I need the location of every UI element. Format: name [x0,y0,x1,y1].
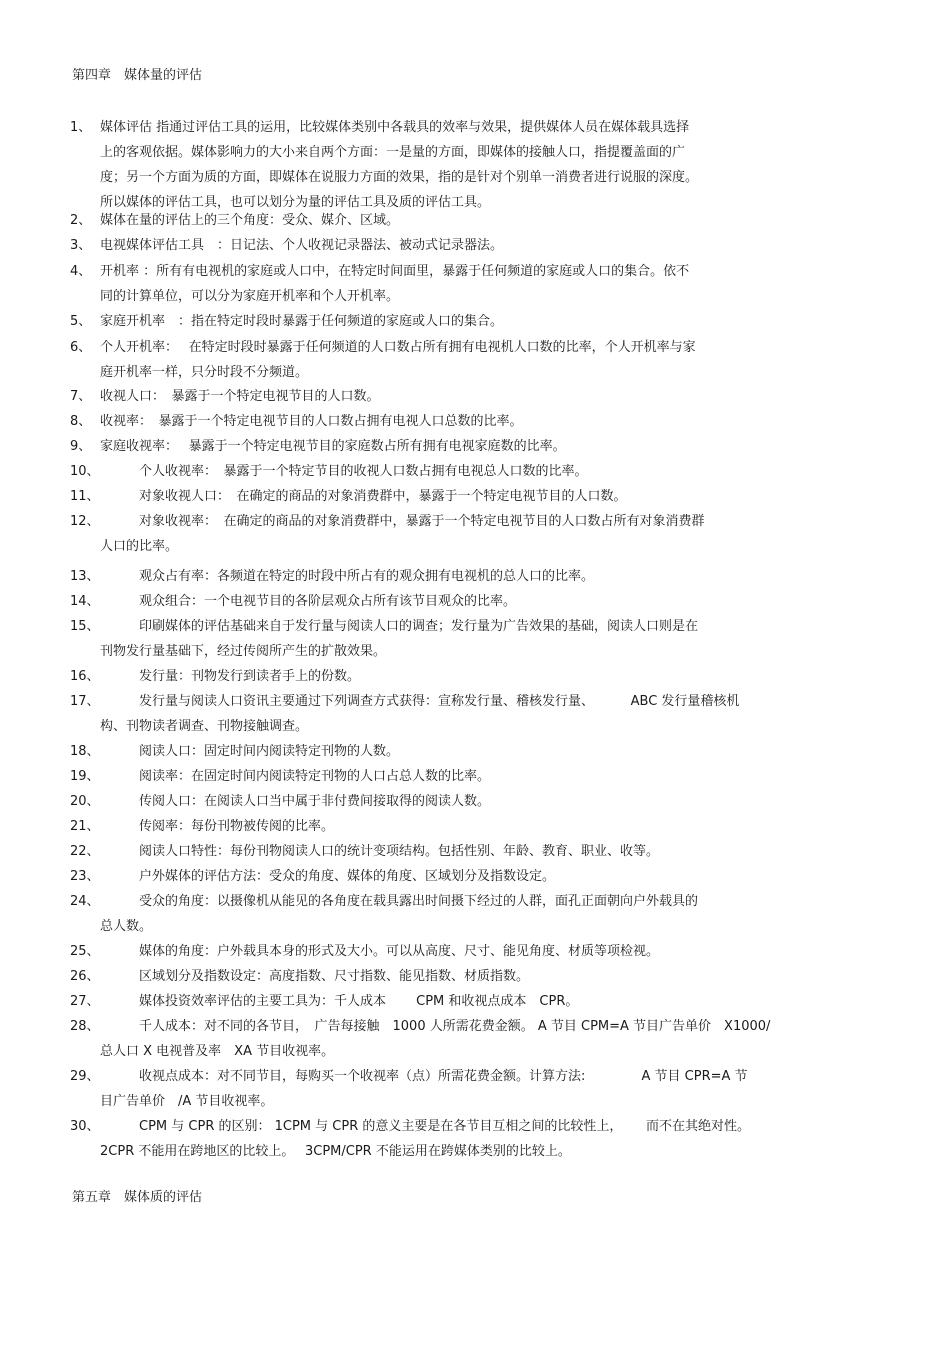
item-number: 29、 [70,1069,100,1084]
item-text-line: 阅读人口：固定时间内阅读特定刊物的人数。 [139,744,400,759]
item-text-line: 家庭收视率： 暴露于一个特定电视节目的家庭数占所有拥有电视家庭数的比率。 [100,439,566,454]
item-text-line: 总人口 X 电视普及率 XA 节目收视率。 [100,1044,335,1059]
item-text-line: 观众组合：一个电视节目的各阶层观众占所有该节目观众的比率。 [139,594,517,609]
item-text-line: 收视率： 暴露于一个特定电视节目的人口数占拥有电视人口总数的比率。 [100,414,523,429]
item-text-line: 区域划分及指数设定：高度指数、尺寸指数、能见指数、材质指数。 [139,969,530,984]
item-number: 18、 [70,744,100,759]
item-number: 22、 [70,844,100,859]
item-number: 15、 [70,619,100,634]
item-number: 11、 [70,489,100,504]
item-number: 4、 [70,264,92,279]
item-text-line: 上的客观依据。媒体影响力的大小来自两个方面：一是量的方面，即媒体的接触人口，指提覆盖面的广 [100,145,686,160]
item-text-line: 个人收视率： 暴露于一个特定节目的收视人口数占拥有电视总人口数的比率。 [139,464,588,479]
item-text-line: 媒体的角度：户外载具本身的形式及大小。可以从高度、尺寸、能见角度、材质等项检视。 [139,944,660,959]
chapter-5-title: 第五章 媒体质的评估 [72,1190,203,1205]
item-text-line: 对象收视人口： 在确定的商品的对象消费群中，暴露于一个特定电视节目的人口数。 [139,489,627,504]
item-text-line: 对象收视率： 在确定的商品的对象消费群中，暴露于一个特定电视节目的人口数占所有对象消费群 [139,514,705,529]
item-text-line: 媒体投资效率评估的主要工具为：千人成本 CPM 和收视点成本 CPR。 [139,994,579,1009]
item-text-line: 千人成本：对不同的各节目， 广告每接触 1000 人所需花费金额。 A 节目 CPM=A 节目广告单价 X1000/ [139,1019,771,1034]
item-number: 26、 [70,969,100,984]
item-text-line: 个人开机率： 在特定时段时暴露于任何频道的人口数占所有拥有电视机人口数的比率，个人开机率与家 [100,340,696,355]
item-text-line: 发行量：刊物发行到读者手上的份数。 [139,669,361,684]
item-text-line: 庭开机率一样，只分时段不分频道。 [100,365,309,380]
item-text-line: 传阅人口：在阅读人口当中属于非付费间接取得的阅读人数。 [139,794,491,809]
item-text-line: 家庭开机率 ：指在特定时段时暴露于任何频道的家庭或人口的集合。 [100,314,504,329]
item-number: 7、 [70,389,92,404]
item-text-line: 受众的角度：以摄像机从能见的各角度在载具露出时间摄下经过的人群，面孔正面朝向户外载具的 [139,894,699,909]
item-number: 2、 [70,213,92,228]
item-number: 5、 [70,314,92,329]
item-number: 13、 [70,569,100,584]
item-number: 20、 [70,794,100,809]
item-number: 9、 [70,439,92,454]
item-text-line: 电视媒体评估工具 ：日记法、个人收视记录器法、被动式记录器法。 [100,238,504,253]
item-number: 10、 [70,464,100,479]
item-text-line: 传阅率：每份刊物被传阅的比率。 [139,819,335,834]
item-text-line: CPM 与 CPR 的区别： 1CPM 与 CPR 的意义主要是在各节目互相之间的比较性上， 而不在其绝对性。 [139,1119,750,1134]
item-text-line: 目广告单价 /A 节目收视率。 [100,1094,274,1109]
item-text-line: 印刷媒体的评估基础来自于发行量与阅读人口的调查；发行量为广告效果的基础，阅读人口则是在 [139,619,699,634]
item-number: 16、 [70,669,100,684]
item-text-line: 刊物发行量基础下，经过传阅所产生的扩散效果。 [100,644,387,659]
item-text-line: 人口的比率。 [100,539,179,554]
item-text-line: 所以媒体的评估工具，也可以划分为量的评估工具及质的评估工具。 [100,195,491,210]
item-text-line: 阅读人口特性：每份刊物阅读人口的统计变项结构。包括性别、年龄、教育、职业、收等。 [139,844,660,859]
item-text-line: 收视人口： 暴露于一个特定电视节目的人口数。 [100,389,380,404]
item-text-line: 阅读率：在固定时间内阅读特定刊物的人口占总人数的比率。 [139,769,491,784]
item-number: 24、 [70,894,100,909]
item-number: 12、 [70,514,100,529]
item-number: 21、 [70,819,100,834]
item-number: 17、 [70,694,100,709]
chapter-4-title: 第四章 媒体量的评估 [72,68,203,83]
item-number: 25、 [70,944,100,959]
item-text-line: 2CPR 不能用在跨地区的比较上。 3CPM/CPR 不能运用在跨媒体类别的比较上。 [100,1144,571,1159]
item-text-line: 构、刊物读者调查、刊物接触调查。 [100,719,309,734]
item-number: 23、 [70,869,100,884]
item-text-line: 同的计算单位，可以分为家庭开机率和个人开机率。 [100,289,400,304]
item-number: 27、 [70,994,100,1009]
item-number: 14、 [70,594,100,609]
item-text-line: 度；另一个方面为质的方面，即媒体在说服力方面的效果，指的是针对个别单一消费者进行说服的深度。 [100,170,699,185]
item-text-line: 总人数。 [100,919,153,934]
item-text-line: 收视点成本：对不同节目，每购买一个收视率（点）所需花费金额。计算方法: A 节目 CPR=A 节 [139,1069,748,1084]
item-number: 30、 [70,1119,100,1134]
item-number: 28、 [70,1019,100,1034]
item-text-line: 观众占有率：各频道在特定的时段中所占有的观众拥有电视机的总人口的比率。 [139,569,595,584]
item-number: 1、 [70,120,92,135]
item-number: 6、 [70,340,92,355]
item-text-line: 发行量与阅读人口资讯主要通过下列调查方式获得：宣称发行量、稽核发行量、 ABC 发行量稽核机 [139,694,740,709]
item-number: 19、 [70,769,100,784]
item-text-line: 开机率 ：所有有电视机的家庭或人口中，在特定时间面里，暴露于任何频道的家庭或人口的集合。依不 [100,264,690,279]
item-text-line: 媒体在量的评估上的三个角度：受众、媒介、区域。 [100,213,400,228]
item-text-line: 媒体评估 指通过评估工具的运用，比较媒体类别中各载具的效率与效果，提供媒体人员在媒体载具选择 [100,120,690,135]
item-text-line: 户外媒体的评估方法：受众的角度、媒体的角度、区域划分及指数设定。 [139,869,556,884]
item-number: 8、 [70,414,92,429]
item-number: 3、 [70,238,92,253]
